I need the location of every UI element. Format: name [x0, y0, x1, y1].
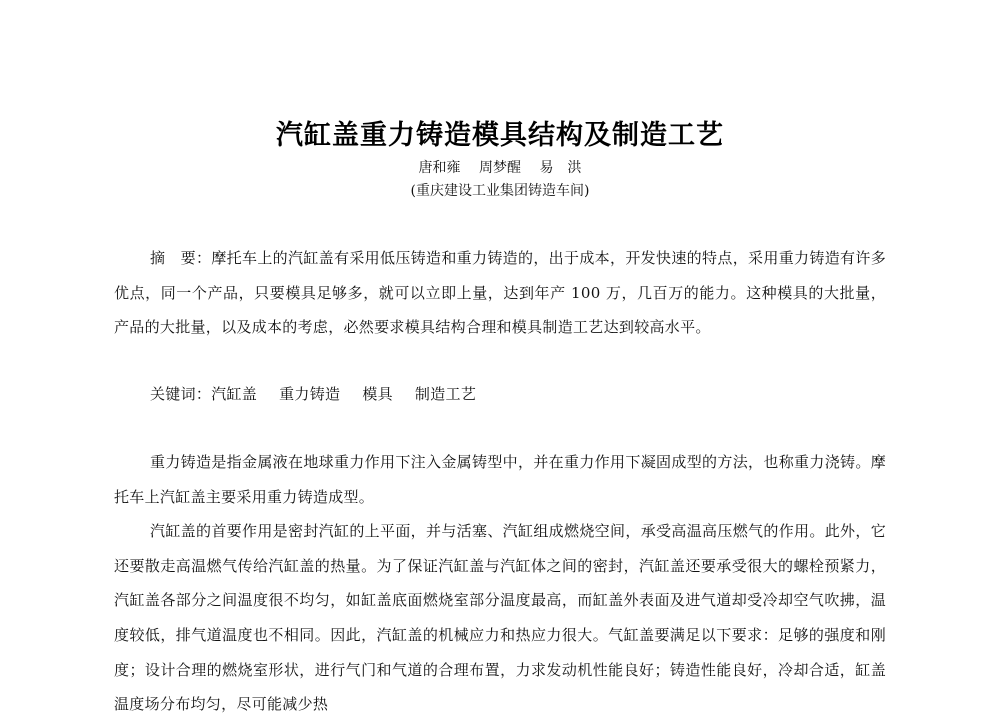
keywords-line: [114, 377, 886, 412]
keyword: 汽缸盖: [211, 385, 258, 403]
author-affiliation: (重庆建设工业集团铸造车间): [410, 183, 590, 199]
body-text: [114, 445, 886, 722]
abstract-label: 摘 要：: [150, 249, 212, 267]
body-paragraph: 汽缸盖的首要作用是密封汽缸的上平面，并与活塞、汽缸组成燃烧空间，承受高温高压燃气的作用。此外，它还要散走高温燃气传给汽缸盖的热量。为了保证汽缸盖与汽缸体之间的密封，汽缸盖还要承受很大的螺栓预紧力，汽缸盖各部分之间温度很不均匀，如缸盖底面燃烧室部分温度最高，而缸盖外表面及进气道却受冷却空气吹拂，温度较低，排气道温度也不相同。因此，汽缸盖的机械应力和热应力很大。气缸盖要满足以下要求：足够的强度和刚度；设计合理的燃烧室形状，进行气门和气道的合理布置，力求发动机性能良好；铸造性能良好，冷却合适，缸盖温度场分布均匀，尽可能减少热: [114, 522, 886, 714]
author-name: 周梦醒: [479, 160, 521, 176]
abstract-section: [114, 241, 886, 345]
keywords-section: [114, 377, 886, 412]
author-name: 唐和雍: [418, 160, 461, 176]
paper-title: 汽缸盖重力铸造模具结构及制造工艺: [276, 120, 724, 151]
author-list: [0, 158, 1000, 178]
keyword: 重力铸造: [279, 385, 341, 403]
abstract-paragraph: [114, 241, 886, 345]
keywords-label: 关键词：: [150, 385, 212, 403]
abstract-text: 摩托车上的汽缸盖有采用低压铸造和重力铸造的，出于成本，开发快速的特点，采用重力铸造有许多优点，同一个产品，只要模具足够多，就可以立即上量，达到年产 100 万，几百万的能力。这种模具的大批量，产品的大批量，以及成本的考虑，必然要求模具结构合理和模具制造工艺达到较高水平。: [114, 249, 886, 337]
body-paragraph: 重力铸造是指金属液在地球重力作用下注入金属铸型中，并在重力作用下凝固成型的方法，也称重力浇铸。摩托车上汽缸盖主要采用重力铸造成型。: [114, 453, 886, 506]
keyword: 制造工艺: [414, 385, 477, 403]
keyword: 模具: [362, 385, 393, 403]
author-name: 易 洪: [539, 160, 582, 176]
